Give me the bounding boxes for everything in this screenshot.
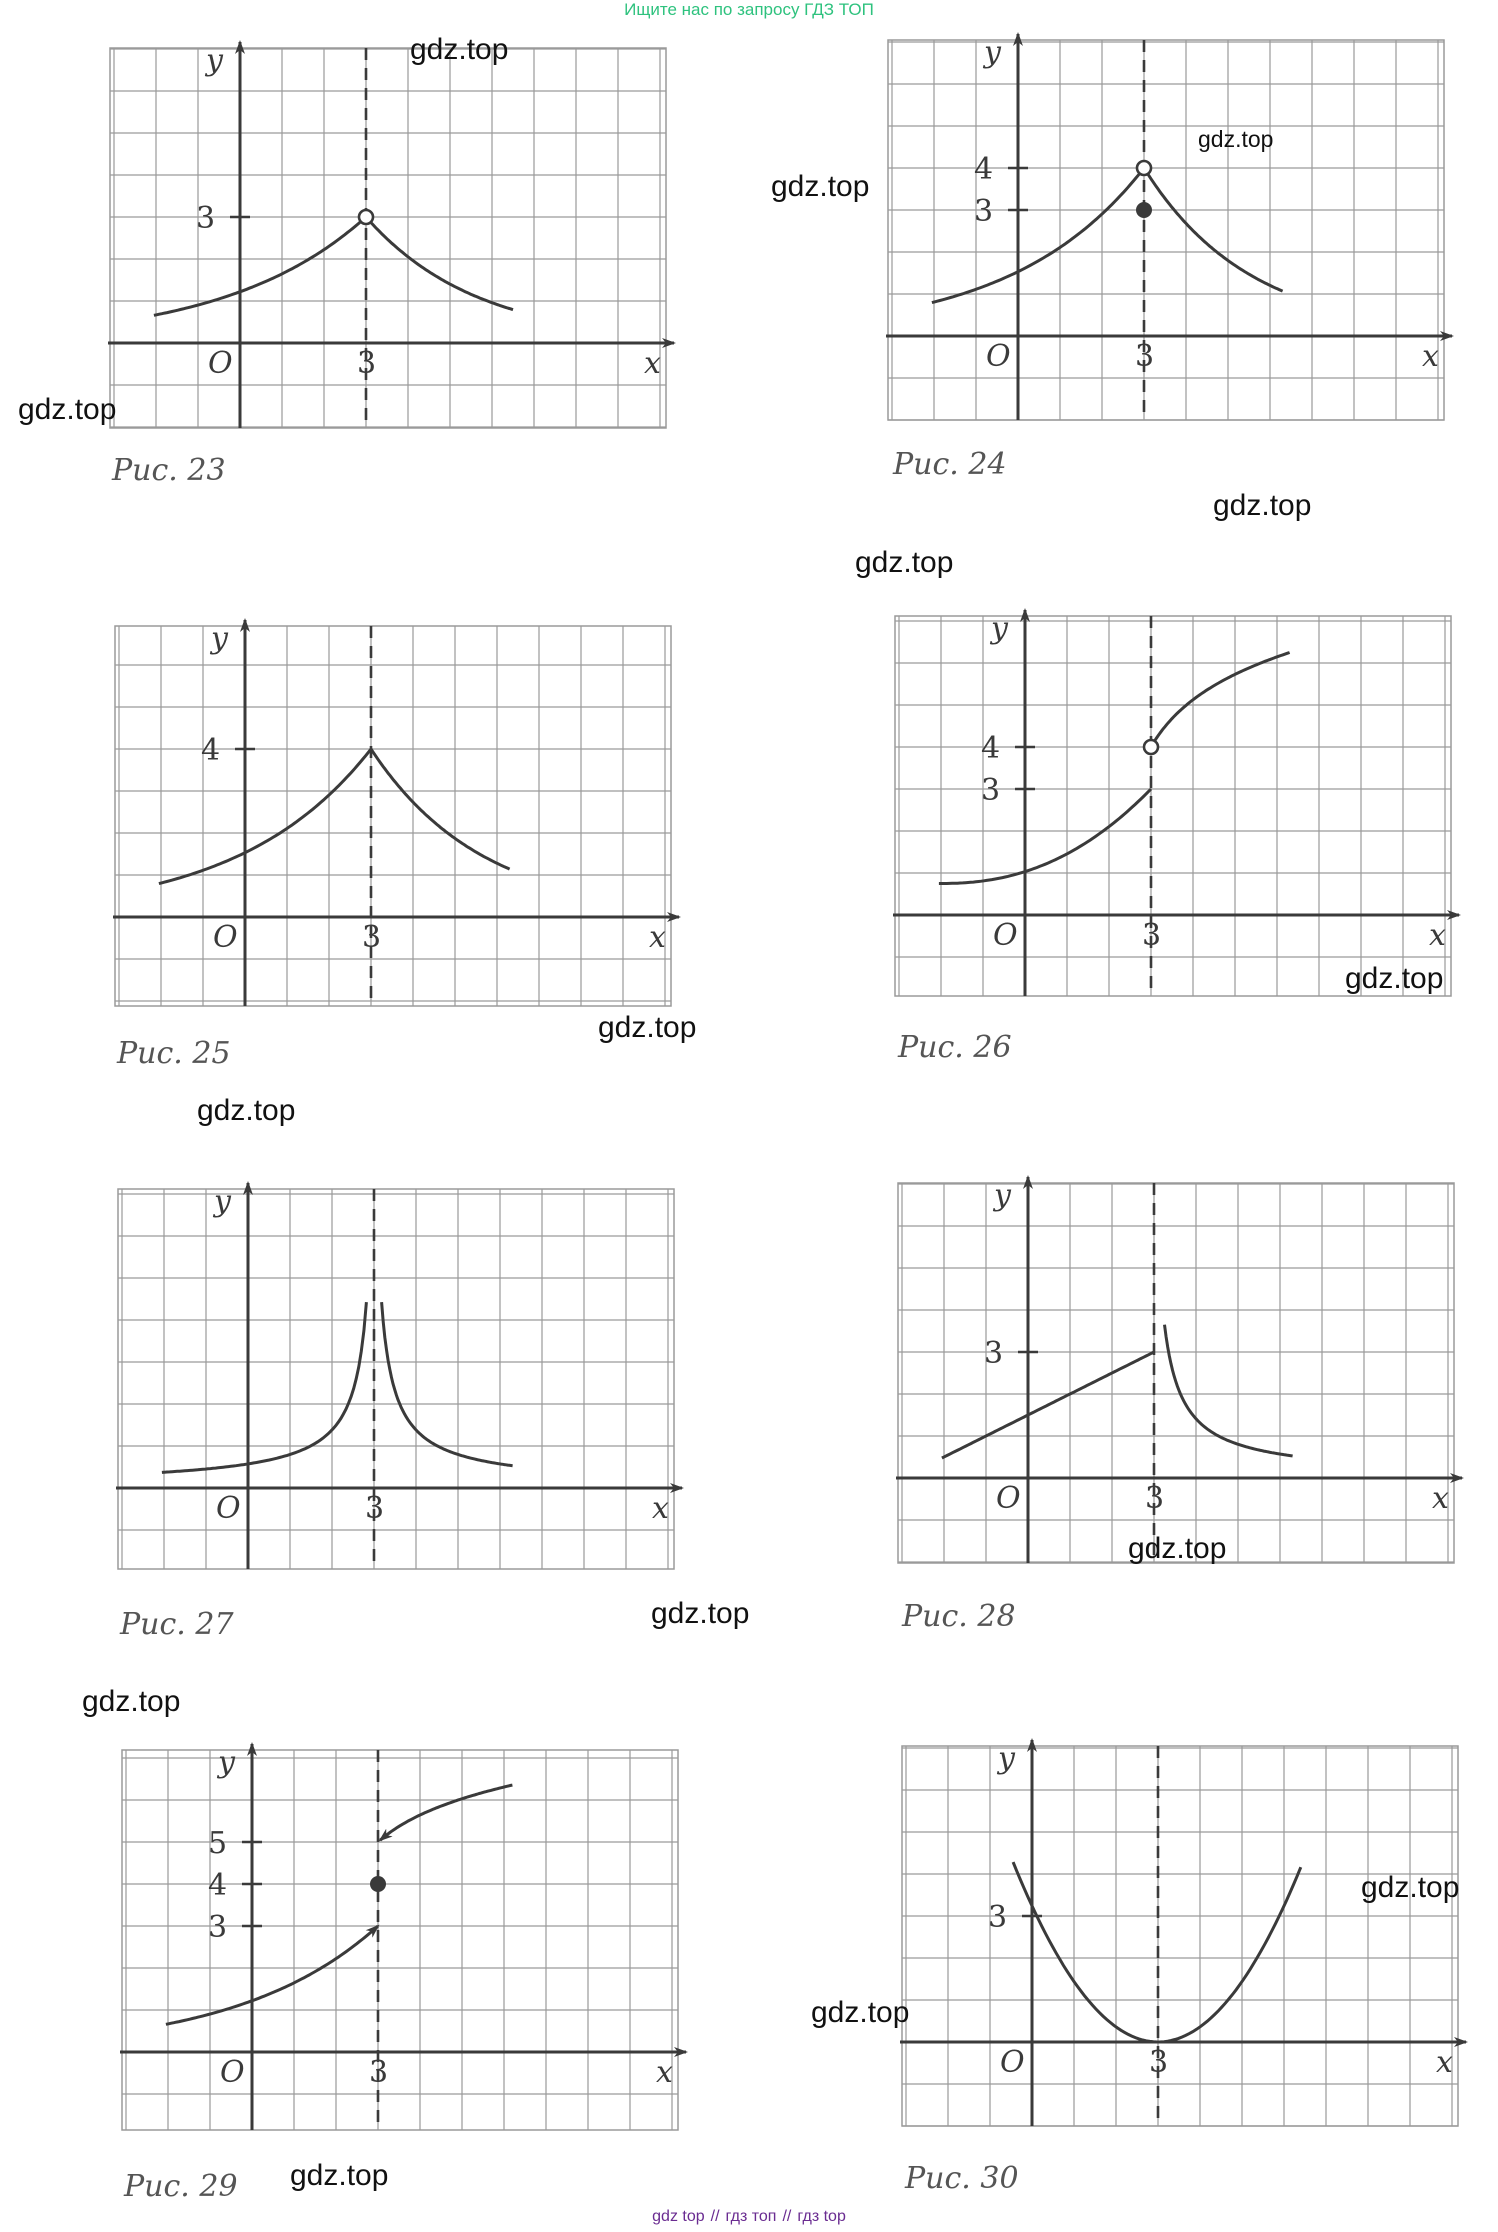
figure-23 <box>108 42 674 488</box>
tick-label-y: 3 <box>208 1910 228 1945</box>
figure-caption: Рис. 30 <box>905 2161 1019 2196</box>
graph-curve <box>366 217 513 310</box>
footer-part: гдз top <box>797 2208 846 2225</box>
open-point <box>1144 740 1158 754</box>
graph-curve <box>942 1352 1154 1458</box>
bottom-banner <box>0 2208 1498 2226</box>
footer-part: gdz top <box>652 2208 705 2225</box>
open-point <box>359 210 373 224</box>
origin-label: O <box>208 346 233 381</box>
graph-curve <box>382 1302 513 1466</box>
axis-label-y: y <box>206 43 223 78</box>
tick-label-x: 3 <box>1135 339 1155 374</box>
grid-border <box>888 40 1444 420</box>
top-banner: Ищите нас по запросу ГДЗ ТОП <box>624 0 874 19</box>
grid-border <box>118 1189 674 1569</box>
figure-caption: Рис. 25 <box>117 1036 231 1071</box>
origin-label: O <box>986 339 1011 374</box>
grid-border <box>902 1746 1458 2126</box>
watermark: gdz.top <box>82 1685 181 1718</box>
grid-border <box>122 1750 678 2130</box>
tick-label-y: 4 <box>201 733 221 768</box>
axis-label-y: y <box>991 611 1008 646</box>
watermark: gdz.top <box>197 1094 296 1127</box>
watermark: gdz.top <box>598 1011 697 1044</box>
figure-caption: Рис. 28 <box>902 1599 1016 1634</box>
axis-label-x: x <box>644 346 661 381</box>
figure-30 <box>900 1740 1466 2196</box>
figure-caption: Рис. 24 <box>893 447 1007 482</box>
tick-label-y: 3 <box>988 1900 1008 1935</box>
grid <box>115 626 671 1006</box>
axis-label-y: y <box>998 1741 1015 1776</box>
grid <box>895 616 1451 996</box>
figure-27 <box>116 1183 682 1642</box>
axis-label-x: x <box>1436 2045 1453 2080</box>
axis-label-x: x <box>1432 1481 1449 1516</box>
tick-label-x: 3 <box>365 1491 385 1526</box>
watermark: gdz.top <box>1345 962 1444 995</box>
figure-caption: Рис. 26 <box>898 1030 1012 1065</box>
tick-label-x: 3 <box>1142 918 1162 953</box>
figure-caption: Рис. 23 <box>112 453 226 488</box>
origin-label: O <box>993 918 1018 953</box>
watermark: gdz.top <box>290 2159 389 2192</box>
tick-label-y: 5 <box>208 1826 228 1861</box>
tick-label-y: 4 <box>974 152 994 187</box>
axis-label-y: y <box>211 621 228 656</box>
graph-curve <box>1151 653 1290 748</box>
tick-label-x: 3 <box>1145 1481 1165 1516</box>
grid <box>122 1750 678 2130</box>
grid <box>118 1189 674 1569</box>
origin-label: O <box>216 1491 241 1526</box>
graph-curve <box>380 1785 512 1840</box>
watermark: gdz.top <box>855 546 954 579</box>
figure-26 <box>893 610 1459 1065</box>
origin-label: O <box>220 2055 245 2090</box>
tick-label-x: 3 <box>357 346 377 381</box>
origin-label: O <box>1000 2045 1025 2080</box>
graph-curve <box>939 789 1151 884</box>
filled-point <box>370 1876 386 1892</box>
grid <box>888 40 1444 420</box>
origin-label: O <box>213 920 238 955</box>
grid-border <box>895 616 1451 996</box>
graph-curve <box>159 749 371 884</box>
figure-caption: Рис. 27 <box>120 1607 234 1642</box>
watermark: gdz.top <box>18 393 117 426</box>
footer-separator: // <box>782 2208 792 2225</box>
tick-label-x: 3 <box>362 920 382 955</box>
watermark: gdz.top <box>771 170 870 203</box>
graph-curve <box>1144 168 1283 291</box>
tick-label-y: 4 <box>981 731 1001 766</box>
tick-label-y: 3 <box>196 201 216 236</box>
grid-border <box>115 626 671 1006</box>
filled-point <box>1136 202 1152 218</box>
graph-curve <box>371 749 510 869</box>
grid <box>902 1746 1458 2126</box>
watermark: gdz.top <box>651 1597 750 1630</box>
footer-part: гдз топ <box>725 2208 777 2225</box>
watermark: gdz.top <box>1198 126 1274 152</box>
tick-label-x: 3 <box>1149 2045 1169 2080</box>
tick-label-y: 3 <box>981 773 1001 808</box>
axis-label-x: x <box>649 920 666 955</box>
axis-label-y: y <box>994 1178 1011 1213</box>
axis-label-x: x <box>656 2055 673 2090</box>
graph-curve <box>162 1302 367 1472</box>
watermark: gdz.top <box>811 1996 910 2029</box>
figure-25 <box>113 620 679 1071</box>
open-point <box>1137 161 1151 175</box>
axis-label-x: x <box>1429 918 1446 953</box>
axis-label-y: y <box>218 1745 235 1780</box>
axis-label-x: x <box>652 1491 669 1526</box>
graph-curve <box>932 168 1144 303</box>
origin-label: O <box>996 1481 1021 1516</box>
figure-caption: Рис. 29 <box>124 2169 238 2204</box>
tick-label-y: 3 <box>974 194 994 229</box>
axis-label-y: y <box>214 1184 231 1219</box>
watermark: gdz.top <box>1361 1871 1460 1904</box>
grid-border <box>898 1183 1454 1563</box>
tick-label-y: 3 <box>984 1336 1004 1371</box>
watermark: gdz.top <box>1128 1532 1227 1565</box>
grid <box>898 1183 1454 1563</box>
watermark: gdz.top <box>410 33 509 66</box>
footer-separator: // <box>710 2208 720 2225</box>
axis-label-x: x <box>1422 339 1439 374</box>
tick-label-y: 4 <box>208 1868 228 1903</box>
tick-label-x: 3 <box>369 2055 389 2090</box>
figure-29 <box>120 1744 686 2204</box>
axis-label-y: y <box>984 35 1001 70</box>
watermark: gdz.top <box>1213 489 1312 522</box>
figure-24 <box>886 34 1452 482</box>
